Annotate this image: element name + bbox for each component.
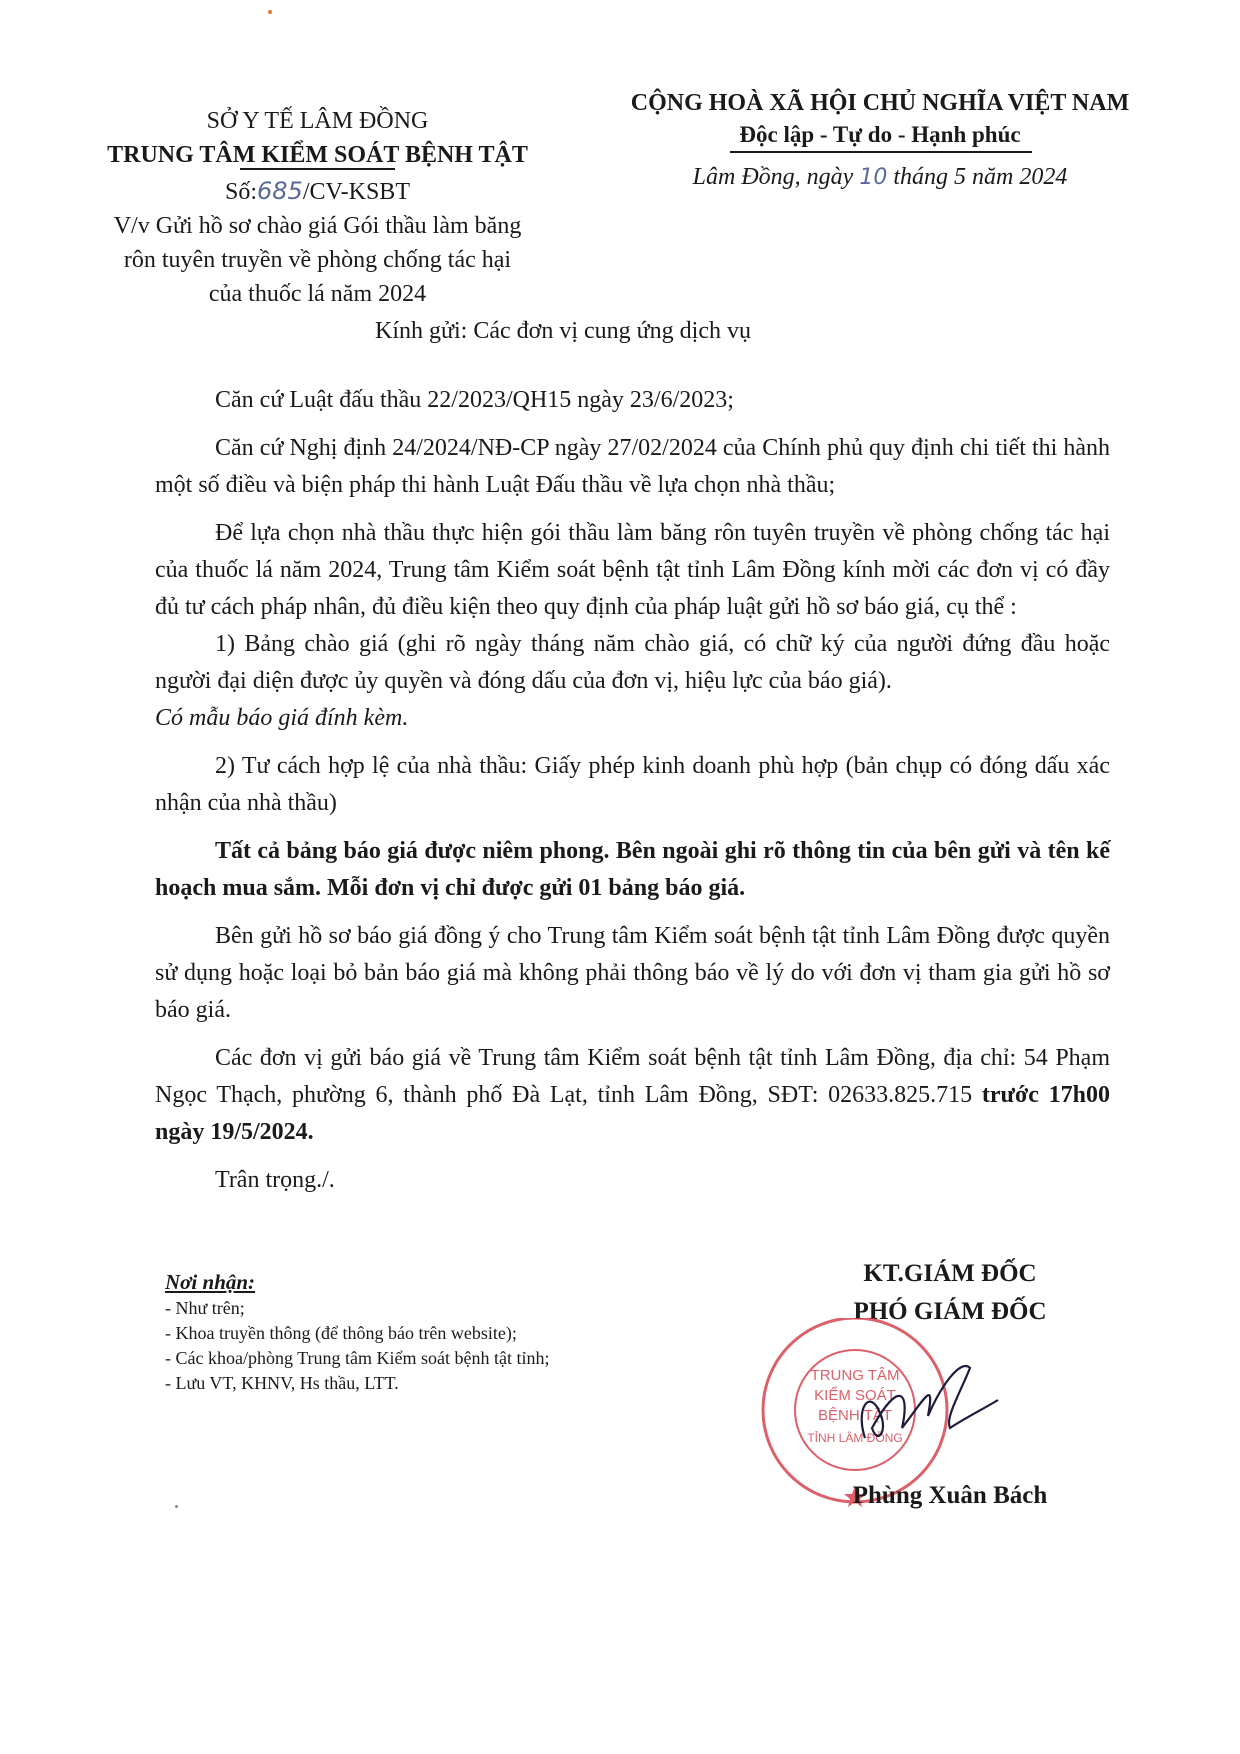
recipients-block: [165, 1268, 685, 1396]
subject-line-2: rôn tuyên truyền về phòng chống tác hại: [123, 247, 512, 273]
subject-line-1: V/v Gửi hồ sơ chào giá Gói thầu làm băng: [113, 213, 522, 239]
stamp-seal: [763, 1318, 947, 1507]
handwritten-number: 685: [257, 177, 303, 205]
stamp-line-2: KIỂM SOÁT: [814, 1387, 896, 1404]
document-number: [90, 174, 545, 209]
signature-title-2: PHÓ GIÁM ĐỐC: [853, 1298, 1047, 1325]
header-underline: [240, 168, 395, 170]
recipients-item: - Các khoa/phòng Trung tâm Kiểm soát bệnh tật tỉnh;: [165, 1348, 550, 1368]
signer-name: Phùng Xuân Bách: [852, 1482, 1048, 1509]
paragraph-legal-basis-2: Căn cứ Nghị định 24/2024/NĐ-CP ngày 27/02/2024 của Chính phủ quy định chi tiết thi hành một số điều và biện pháp thi hành Luật Đấu thầu về lựa chọn nhà thầu;: [155, 435, 1110, 498]
scan-mark: [268, 10, 272, 14]
paragraph-item-1: 1) Bảng chào giá (ghi rõ ngày tháng năm chào giá, có chữ ký của người đứng đầu hoặc người đại diện được ủy quyền và đóng dấu của đơn vị, hiệu lực của báo giá).: [155, 631, 1110, 694]
recipients-title: Nơi nhận:: [165, 1270, 256, 1294]
stamp-line-1: TRUNG TÂM: [810, 1367, 900, 1384]
paragraph-item-2: 2) Tư cách hợp lệ của nhà thầu: Giấy phép kinh doanh phù hợp (bản chụp có đóng dấu xác nhận của nhà thầu): [155, 753, 1110, 816]
national-motto: Độc lập - Tự do - Hạnh phúc: [739, 122, 1021, 147]
document-body: [155, 382, 1110, 1199]
stamp-line-4: TỈNH LÂM ĐỒNG: [807, 1431, 903, 1445]
scan-speck: [175, 1505, 178, 1508]
motto-underline: [730, 151, 1032, 153]
submission-deadline: trước 17h00 ngày 19/5/2024.: [155, 1082, 1110, 1145]
recipients-item: - Lưu VT, KHNV, Hs thầu, LTT.: [165, 1373, 399, 1393]
right-header: [600, 86, 1160, 195]
paragraph-sealed-notice: Tất cả bảng báo giá được niêm phong. Bên ngoài ghi rõ thông tin của bên gửi và tên kế hoạch mua sắm. Mỗi đơn vị chỉ được gửi 01 bảng báo giá.: [155, 838, 1110, 901]
submission-address: Các đơn vị gửi báo giá về Trung tâm Kiểm soát bệnh tật tỉnh Lâm Đồng, địa chỉ: 54 Phạm Ngọc Thạch, phường 6, thành phố Đà Lạt, tỉnh Lâm Đồng, SĐT: 02633.825.715: [155, 1045, 1110, 1108]
center-name-text: TRUNG TÂM KIỂM SOÁT BỆNH TẬT: [107, 142, 528, 168]
signature-title-1: KT.GIÁM ĐỐC: [863, 1260, 1037, 1287]
date-suffix: tháng 5 năm 2024: [893, 164, 1068, 190]
paragraph-item-1-note: Có mẫu báo giá đính kèm.: [155, 705, 409, 731]
document-date: [600, 160, 1160, 195]
agency-name: SỞ Y TẾ LÂM ĐỒNG: [206, 108, 429, 134]
closing-phrase: Trân trọng./.: [215, 1167, 335, 1193]
recipients-item: - Như trên;: [165, 1298, 245, 1318]
paragraph-rights: Bên gửi hồ sơ báo giá đồng ý cho Trung tâm Kiểm soát bệnh tật tỉnh Lâm Đồng được quyền sử dụng hoặc loại bỏ bản báo giá mà không phải thông báo về lý do với đơn vị tham gia gửi hồ sơ báo giá.: [155, 923, 1110, 1023]
recipients-item: - Khoa truyền thông (để thông báo trên website);: [165, 1323, 517, 1343]
date-prefix: Lâm Đồng, ngày: [692, 164, 854, 190]
national-title: CỘNG HOÀ XÃ HỘI CHỦ NGHĨA VIỆT NAM: [630, 90, 1130, 116]
recipient-line: Kính gửi: Các đơn vị cung ứng dịch vụ: [375, 318, 751, 344]
recipients-items: [165, 1296, 685, 1396]
paragraph-submission: [155, 1040, 1110, 1151]
number-prefix: Số:: [225, 179, 258, 205]
paragraph-legal-basis-1: Căn cứ Luật đấu thầu 22/2023/QH15 ngày 23/6/2023;: [215, 387, 734, 413]
handwritten-day: 10: [859, 165, 888, 190]
center-name: [90, 138, 545, 172]
left-header: [90, 104, 545, 311]
subject-line-3: của thuốc lá năm 2024: [208, 281, 427, 307]
paragraph-invitation: Để lựa chọn nhà thầu thực hiện gói thầu làm băng rôn tuyên truyền về phòng chống tác hại của thuốc lá năm 2024, Trung tâm Kiểm soát bệnh tật tỉnh Lâm Đồng kính mời các đơn vị có đầy đủ tư cách pháp nhân, đủ điều kiện theo quy định của pháp luật gửi hồ sơ báo giá, cụ thể :: [155, 520, 1110, 620]
stamp-line-3: BỆNH TẬT: [818, 1407, 892, 1424]
number-suffix: /CV-KSBT: [302, 179, 410, 205]
